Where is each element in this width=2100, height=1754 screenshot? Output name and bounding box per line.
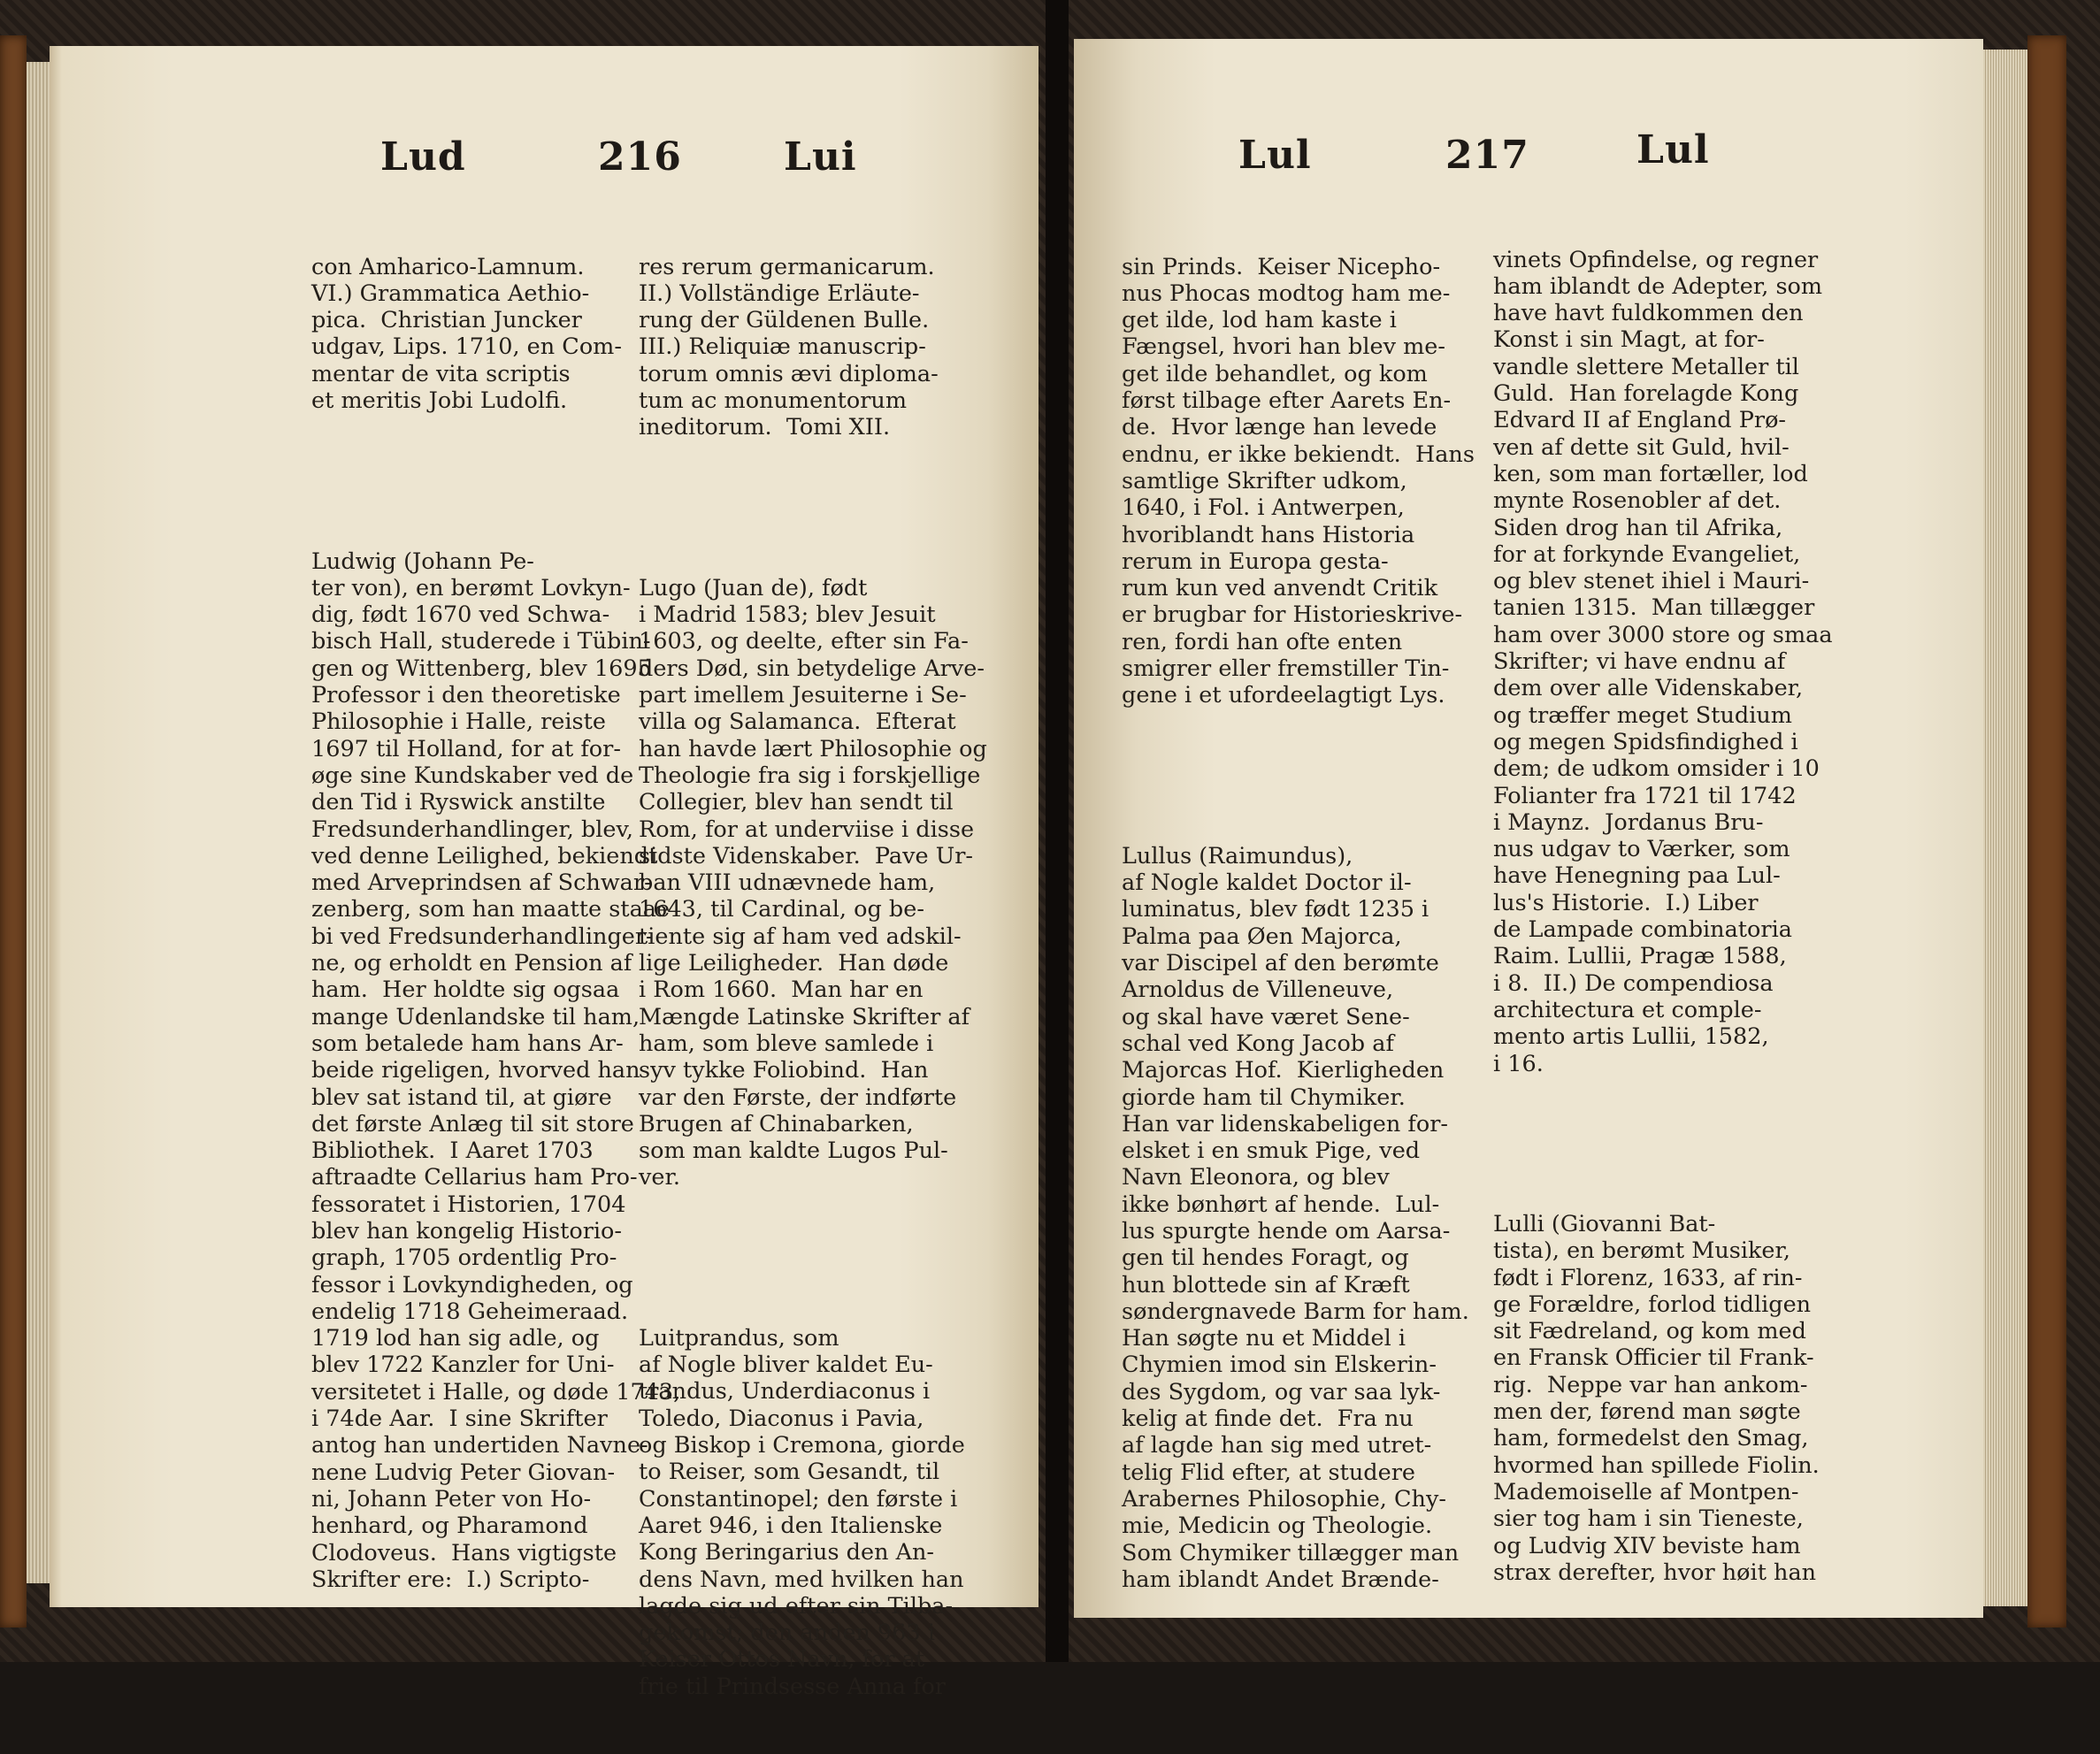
entry-lugo: Lugo (Juan de), født i Madrid 1583; blev Jesuit 1603, og deelte, efter sin Fa- ders Død, sin betydelige Arve- part imellem Jesuiterne i Se- villa og Salamanca. Efterat han havde lært Philosophie og Theologie fra sig i forskjellige Collegier, blev han sendt til Rom, for at underviise i disse sidste Videnskaber. Pave Ur- ban VIII udnævnede ham, 1643, til Cardinal, og be- tiente sig af ham ved adskil- lige Leiligheder. Han døde i Rom 1660. Man har en Mængde Latinske Skrifter af ham, som bleve samlede i syv tykke Foliobind. Han var den Første, der indførte Brugen af Chinabarken, som man kaldte Lugos Pul- ver. [639,574,987,1191]
entry-lulli: Lulli (Giovanni Bat- tista), en berømt Musiker, født i Florenz, 1633, af rin- ge Forældre, forlod tidligen sit Fædreland, og kom med en Fransk Officier til Frank- rig. Neppe var han ankom- men der, førend man søgte ham, formedelst den Smag, hvormed han spillede Fiolin. Mademoiselle af Montpen- sier tog ham i sin Tieneste, og Ludvig XIV beviste ham strax derefter, hvor høit han [1493,1210,1820,1586]
right-header-catchword-start: Lul [1238,133,1312,178]
left-book-cover [0,35,27,1628]
entry-ludolf-end: con Amharico-Lamnum. VI.) Grammatica Aethio- pica. Christian Juncker udgav, Lips. 1710, en Com- mentar de vita scriptis et meritis Jobi Ludolfi. [311,253,622,415]
entry-luitprandus: Luitprandus, som af Nogle bliver kaldet Eu- trandus, Underdiaconus i Toledo, Diaconus i Pavia, og Biskop i Cremona, giorde to Reiser, som Gesandt, til Constantinopel; den første i Aaret 946, i den Italienske Kong Beringarius den An- dens Navn, med hvilken han lagde sig ud efter sin Tilba- gekomst; den anden 963 i Keiser Ottos Navn, for at frie til Prindsesse Anna for [639,1324,965,1700]
right-book-cover [2027,35,2066,1628]
right-page-column-2 [1493,193,1833,1640]
right-page-edges [1983,50,2027,1606]
left-page-column-1 [311,200,680,1647]
entry-lullus: Lullus (Raimundus), af Nogle kaldet Doctor il- luminatus, blev født 1235 i Palma paa Øen Majorca, var Discipel af den berømte Arnoldus de Villeneuve, og skal have været Sene- schal ved Kong Jacob af Majorcas Hof. Kierligheden giorde ham til Chymiker. Han var lidenskabeligen for- elsket i en smuk Pige, ved Navn Eleonora, og blev ikke bønhørt af hende. Lul- lus spurgte hende om Aarsa- gen til hendes Foragt, og hun blottede sin af Kræft søndergnavede Barm for ham. Han søgte nu et Middel i Chymien imod sin Elskerin- des Sygdom, og var saa lyk- kelig at finde det. Fra nu af lagde han sig med utret- telig Flid efter, at studere Arabernes Philosophie, Chy- mie, Medicin og Theologie. Som Chymiker tillægger man ham iblandt Andet Brænde- [1122,842,1469,1593]
entry-ludwig: Ludwig (Johann Pe- ter von), en berømt Lovkyn- dig, født 1670 ved Schwa- bisch Hall, studerede i Tübin- gen og Wittenberg, blev 1695 Professor i den theoretiske Philosophie i Halle, reiste 1697 til Holland, for at for- øge sine Kundskaber ved de den Tid i Ryswick anstilte Fredsunderhandlinger, blev, ved denne Leilighed, bekiendt med Arveprindsen af Schwar- zenberg, som han maatte staae bi ved Fredsunderhandlinger- ne, og erholdt en Pension af ham. Her holdte sig ogsaa mange Udenlandske til ham, som betalede ham hans Ar- beide rigeligen, hvorved han blev sat istand til, at giøre det første Anlæg til sit store Bibliothek. I Aaret 1703 aftraadte Cellarius ham Pro- fessoratet i Historien, 1704 blev han kongelig Historio- graph, 1705 ordentlig Pro- fessor i Lovkyndigheden, og endelig 1718 Geheimeraad. 1719 lod han sig adle, og blev 1722 Kanzler for Uni- versitetet i Halle, og døde 1743, i 74de Aar. I sine Skrifter antog han undertiden Navne- nene Ludvig Peter Giovan- ni, Johann Peter von Ho- henhard, og Pharamond Clodoveus. Hans vigtigste Skrifter ere: I.) Scripto- [311,548,681,1593]
left-page-number: 216 [598,134,682,180]
right-page-number: 217 [1445,133,1529,178]
entry-ludwig-end: res rerum germanicarum. II.) Vollständige Erläute- rung der Güldenen Bulle. III.) Reliquiæ manuscrip- torum omnis ævi diploma- tum ac monumentorum ineditorum. Tomi XII. [639,253,939,441]
scan-gap [1046,0,1069,1662]
right-header-catchword-end: Lul [1636,127,1710,172]
right-page [1074,39,1983,1618]
entry-lullus-end: vinets Opfindelse, og regner ham iblandt de Adepter, som have havt fuldkommen den Konst i sin Magt, at for- vandle slettere Metaller til Guld. Han forelagde Kong Edvard II af England Prø- ven af dette sit Guld, hvil- ken, som man fortæller, lod mynte Rosenobler af det. Siden drog han til Afrika, for at forkynde Evangeliet, og blev stenet ihiel i Mauri- tanien 1315. Man tillægger ham over 3000 store og smaa Skrifter; vi have endnu af dem over alle Videnskaber, og træffer meget Studium og megen Spidsfindighed i dem; de udkom omsider i 10 Folianter fra 1721 til 1742 i Maynz. Jordanus Bru- nus udgav to Værker, som have Henegning paa Lul- lus's Historie. I.) Liber de Lampade combinatoria Raim. Lullii, Pragæ 1588, i 8. II.) De compendiosa architectura et comple- mento artis Lullii, 1582, i 16. [1493,246,1833,1077]
left-page-column-2 [639,200,987,1754]
left-page [50,46,1039,1700]
left-page-edges [27,62,50,1583]
left-header-catchword-end: Lui [784,134,857,180]
entry-luitprandus-end: sin Prinds. Keiser Nicepho- nus Phocas modtog ham me- get ilde, lod ham kaste i Fængsel, hvori han blev me- get ilde behandlet, og kom først tilbage efter Aarets En- de. Hvor længe han levede endnu, er ikke bekiendt. Hans samtlige Skrifter udkom, 1640, i Fol. i Antwerpen, hvoriblandt hans Historia rerum in Europa gesta- rum kun ved anvendt Critik er brugbar for Historieskrive- ren, fordi han ofte enten smigrer eller fremstiller Tin- gene i et ufordeelagtigt Lys. [1122,253,1475,709]
right-page-column-1 [1122,200,1475,1647]
left-header-catchword-start: Lud [380,134,466,180]
